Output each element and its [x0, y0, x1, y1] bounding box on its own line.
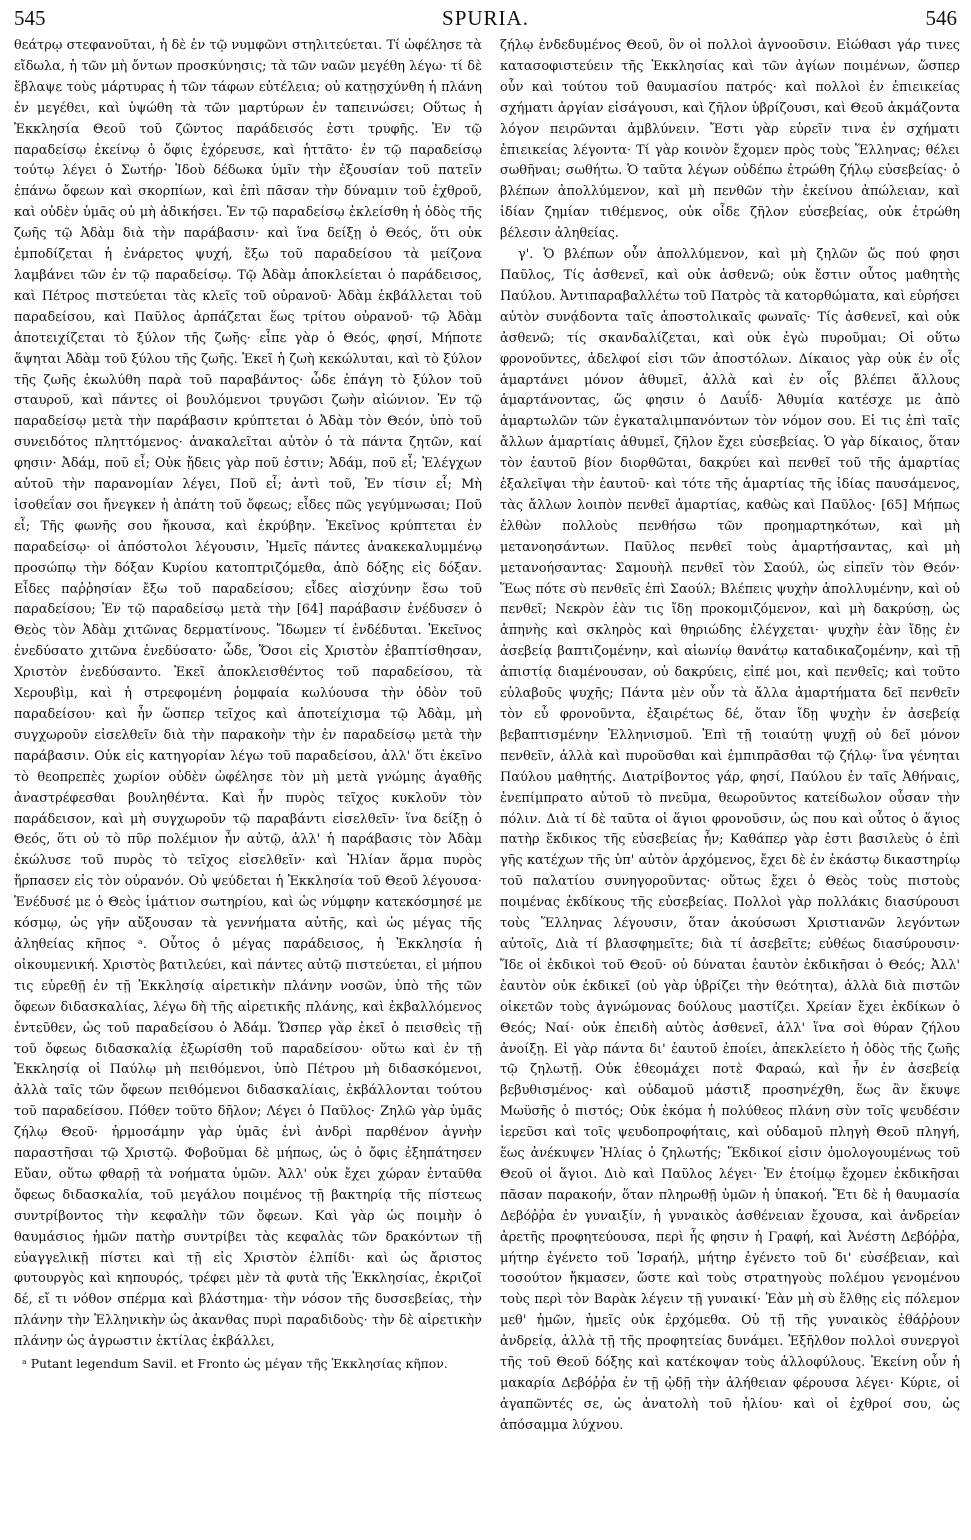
left-paragraph: θεάτρῳ στεφανοῦται, ἡ δὲ ἐν τῷ νυμφῶνι στηλιτεύεται. Τί ὠφέλησε τὰ εἴδωλα, ἡ τῶν μὴ ὄντων προσκύνησις; τὰ τῶν ναῶν μεγέθη λέγω· τί δὲ ἔβλαψε τοὺς μάρτυρας ἡ τῶν τάφων εὐτέλεια; οὐ κατῃσχύνθη ἡ πλάνη ἐν μεγέθει, καὶ ὑψώθη τὰ τῶν μαρτύρων ἐν ταπεινώσει; Οὕτως ἡ Ἐκκλησία Θεοῦ τοῦ ζῶντος παράδεισός ἐστι τρυφῆς. Ἐν τῷ παραδείσῳ ἐκείνῳ ὁ ὄφις ἐχόρευσε, καὶ ἡττᾶτο· ἐν τῷ παραδείσῳ τούτῳ λέγει ὁ Σωτήρ· Ἰδοὺ δέδωκα ὑμῖν τὴν ἐξουσίαν τοῦ πατεῖν ἐπάνω ὄφεων καὶ σκορπίων, καὶ ἐπὶ πᾶσαν τὴν δύναμιν τοῦ ἐχθροῦ, καὶ οὐδὲν ὑμᾶς οὐ μὴ ἀδικήσει. Ἐν τῷ παραδείσῳ ἐκλείσθη ἡ ὁδὸς τῆς ζωῆς τῷ Ἀδὰμ διὰ τὴν παράβασιν· καὶ ἵνα δείξῃ ὁ Θεός, ὅτι οὐκ ἐμποδίζεται ἡ ἐνάρετος ψυχή, ἔξω τοῦ παραδείσου τὰ μείζονα λαμβάνει τῶν ἐν τῷ παραδείσῳ. Τῷ Ἀδὰμ ἀποκλείεται ὁ παράδεισος, καὶ Πέτρος πιστεύεται τὰς κλεῖς τοῦ οὐρανοῦ· Ἀδὰμ ἐκβάλλεται τοῦ παραδείσου, καὶ Παῦλος ἁρπάζεται ἕως τρίτου οὐρανοῦ· τῷ Ἀδὰμ ἀποτειχίζεται τὸ ξύλον τῆς ζωῆς· εἶπε γὰρ ὁ Θεός, φησί, Μήποτε ἅψηται Ἀδὰμ τοῦ ξύλου τῆς ζωῆς. Ἐκεῖ ἡ ζωὴ κεκώλυται, καὶ τὸ ξύλον τῆς ζωῆς ἐκωλύθη παρὰ τοῦ παραβάντος· ὧδε ἐπάγη τὸ ξύλον τοῦ σταυροῦ, καὶ πάντες οἱ βουλόμενοι τρυγῶσι ζωὴν αἰώνιον. Ἐν τῷ παραδείσῳ μετὰ τὴν παράβασιν κρύπτεται ὁ Ἀδὰμ τὸν Θεόν, ὑπὸ τοῦ συνειδότος πληττόμενος· ἀνακαλεῖται αὐτὸν ὁ τὰ πάντα ζητῶν, καί φησιν· Ἀδάμ, ποῦ εἶ; Οὐκ ᾔδεις γὰρ ποῦ ἐστιν; Ἀδάμ, ποῦ εἶ; Ἐλέγχων αὐτοῦ τὴν παρανομίαν λέγει, Ποῦ εἶ; ἀντὶ τοῦ, Ἐν τίσιν εἶ; Μὴ ἰσοθεΐαν σοι ἤνεγκεν ἡ ἀπάτη τοῦ ὄφεως; εἶδες πῶς γεγύμνωσαι; Ποῦ εἶ; Τῆς φωνῆς σου ἤκουσα, καὶ ἐκρύβην. Ἐκεῖνος κρύπτεται ἐν παραδείσῳ· οἱ ἀπόστολοι λέγουσιν, Ἡμεῖς πάντες ἀνακεκαλυμμένῳ προσώπῳ τὴν δόξαν Κυρίου κατοπτριζόμεθα, ἀπὸ δόξης εἰς δόξαν. Εἶδες παῤῥησίαν ἔξω τοῦ παραδείσου; εἶδες αἰσχύνην ἔσω τοῦ παραδείσου; Ἐν τῷ παραδείσῳ μετὰ τὴν [64] παράβασιν ἐνέδυσεν ὁ Θεὸς τὸν Ἀδὰμ χιτῶνας δερματίνους. Ἴδωμεν τί ἐνδέδυται. Ἐκεῖνος ἐνεδύσατο χιτῶνα ἐνεδύσατο· ὧδε, Ὅσοι εἰς Χριστὸν ἐβαπτίσθησαν, Χριστὸν ἐνεδύσαντο. Ἐκεῖ ἀποκλεισθέντος τοῦ παραδείσου, τὰ Χερουβὶμ, καὶ ἡ στρεφομένη ῥομφαία κωλύουσα τὴν ὁδὸν τοῦ παραδείσου· καὶ ἦν ὥσπερ τεῖχος καὶ ἀποτείχισμα τῷ Ἀδὰμ, μὴ συγχωροῦν εἰσελθεῖν διὰ τὴν παρακοὴν τὴν ἐν παραδείσῳ μετὰ τὴν παράβασιν. Οὐκ εἰς κατηγορίαν λέγω τοῦ παραδείσου, ἀλλ' ὅτι ἐκεῖνο τὸ θεοπρεπὲς χωρίον οὐδὲν ὠφέλησε τὸν μὴ μετὰ γνώμης ἀγαθῆς ἀναστρέφεσθαι βουληθέντα. Καὶ ἦν πυρὸς τεῖχος κυκλοῦν τὸν παράδεισον, καὶ μὴ συγχωροῦν τῷ παραβάντι εἰσελθεῖν· ἵνα δείξῃ ὁ Θεός, ὅτι οὐ τὸ πῦρ πολέμιον ἦν αὐτῷ, ἀλλ' ἡ παράβασις τὸν Ἀδὰμ ἐκώλυσε τοῦ πυρὸς τὸ τεῖχος εἰσελθεῖν· καὶ Ἠλίαν ἅρμα πυρὸς ἥρπασεν εἰς τὸν οὐρανόν. Οὐ ψεύδεται ἡ Ἐκκλησία τοῦ Θεοῦ λέγουσα· Ἐνέδυσέ με ὁ Θεὸς ἱμάτιον σωτηρίου, καὶ ὡς νύμφην κατεκόσμησέ με κόσμῳ, ὡς γῆν αὔξουσαν τὰ γεννήματα αὐτῆς, καὶ ὡς μέγας τῆς ἀληθείας κῆπος ᵃ. Οὗτος ὁ μέγας παράδεισος, ἡ Ἐκκλησία ἡ οἰκουμενική. Χριστὸς βατιλεύει, καὶ πάντες αὐτῷ πιστεύεται, εἰ μήπου τις εὑρεθῇ ἐν τῇ Ἐκκλησίᾳ αἱρετικὴν πλάνην νοσῶν, ὑπὸ τῆς τῶν ὄφεων διδασκαλίας, λέγω δὴ τῆς αἱρετικῆς πλάνης, καὶ ἐκβαλλόμενος ἐντεῦθεν, ὡς τοῦ παραδείσου ὁ Ἀδάμ. Ὥσπερ γὰρ ἐκεῖ ὁ πεισθεὶς τῇ τοῦ ὄφεως διδασκαλίᾳ ἐξωρίσθη τοῦ παραδείσου· οὕτω καὶ ἐν τῇ Ἐκκλησίᾳ οἱ Παύλῳ μὴ πειθόμενοι, ὑπὸ Πέτρου μὴ διδασκόμενοι, ἀλλὰ ταῖς τῶν ὄφεων πειθόμενοι διδασκαλίαις, ἐκβάλλονται τούτου τοῦ παραδείσου. Πόθεν τοῦτο δῆλον; Λέγει ὁ Παῦλος· Ζηλῶ γὰρ ὑμᾶς ζήλῳ Θεοῦ· ἡρμοσάμην γὰρ ὑμᾶς ἑνὶ ἀνδρὶ παρθένον ἁγνὴν παραστῆσαι τῷ Χριστῷ. Φοβοῦμαι δὲ μήπως, ὡς ὁ ὄφις ἐξηπάτησεν Εὔαν, οὕτω φθαρῇ τὰ νοήματα ὑμῶν. Ἀλλ' οὐκ ἔχει χώραν ἐνταῦθα ὄφεως διδασκαλία, τοῦ μεγάλου ποιμένος τῇ βακτηρίᾳ τῆς πίστεως συντρίβοντος τὴν κεφαλὴν τῶν ὄφεων. Καὶ γὰρ ὡς ποιμὴν ὁ θαυμάσιος ἡμῶν πατὴρ συντρίβει τὰς κεφαλὰς τῶν δρακόντων τῇ εὐαγγελικῇ πίστει καὶ τῇ εἰς Χριστὸν ἐλπίδι· καὶ ὡς ἄριστος φυτουργὸς καὶ κηπουρός, τρέφει μὲν τὰ φυτὰ τῆς Ἐκκλησίας, ἐκριζοῖ δέ, εἴ τι νόθον σπέρμα καὶ βλάστημα· τὴν νόσον τῆς δυσσεβείας, τὴν πλάνην τὴν Ἑλληνικὴν ὡς ἀκανθας πυρὶ παραδιδοὺς· τὴν δὲ αἱρετικὴν πλάνην ὡς ἀγρωστιν ἐκτίλας ἐκβάλλει,	[14, 38, 482, 1350]
right-paragraph: ζήλῳ ἐνδεδυμένος Θεοῦ, ὃν οἱ πολλοὶ ἀγνοοῦσιν. Εἰώθασι γάρ τινες κατασοφιστεύειν τῆς Ἐκκλησίας καὶ τῶν ἀγίων ποιμένων, ὥσπερ οὖν καὶ τούτου τοῦ θαυμασίου πατρός· καὶ πολλοὶ ἐν ἐπιεικείας σχήματι ἀργίαν εἰσάγουσι, καὶ ζῆλον ὑβρίζουσι, καὶ Θεοῦ ἀκμάζοντα λόγον πειρῶνται ἀμβλύνειν. Ἔστι γὰρ εὑρεῖν τινα ἐν σχήματι ἐπιεικείας λέγοντα· Τί γὰρ κοινὸν ἔχομεν πρὸς τοὺς Ἕλληνας; θέλει σωθῆναι; σωθήτω. Ὁ ταῦτα λέγων οὐδέπω ἐτρώθη ζήλῳ εὐσεβείας· ὁ βλέπων ἀπολλύμενον, καὶ μὴ πενθῶν τὴν ἐκείνου ἀπώλειαν, καὶ ἰδίαν ζημίαν τιθέμενος, οὐκ οἶδε ζῆλον εὐσεβείας, οὐκ ἐτρώθη βέλεσιν ἀληθείας.	[500, 38, 960, 242]
page-number-left: 545	[14, 6, 46, 30]
footnote: ᵃ Putant legendum Savil. et Fronto ὡς μέγαν τῆς Ἐκκλησίας κῆπον.	[22, 1356, 448, 1372]
right-paragraph: γ'. Ὁ βλέπων οὖν ἀπολλύμενον, καὶ μὴ ζηλῶν ὥς πού φησι Παῦλος, Τίς ἀσθενεῖ, καὶ οὐκ ἀσθενῶ; οὐκ ἔστιν οὗτος μαθητὴς Παύλου. Ἀντιπαραβαλλέτω τοῦ Πατρὸς τὰ κατορθώματα, καὶ εὑρήσει αὐτὸν συνᾴδοντα ταῖς ἀποστολικαῖς φωναῖς· Τίς ἀσθενεῖ, καὶ οὐκ ἀσθενῶ; τίς σκανδαλίζεται, καὶ οὐκ ἐγὼ πυροῦμαι; Οἱ οὕτω φρονοῦντες, ἀδελφοί εἰσι τῶν ἀποστόλων. Δίκαιος γὰρ οὐκ ἐν οἷς ἁμαρτάνει μόνον ἀθυμεῖ, ἀλλὰ καὶ ἐν οἷς βλέπει ἄλλους ἁμαρτάνοντας, ὥς φησιν ὁ Δαυΐδ· Ἀθυμία κατέσχε με ἀπὸ ἁμαρτωλῶν τῶν ἐγκαταλιμπανόντων τὸν νόμον σου. Εἰ τις ἐπὶ ταῖς ἄλλων ἁμαρτίαις ἀθυμεῖ, ζῆλον ἔχει εὐσεβείας. Ὁ γὰρ δίκαιος, ὅταν τὸν ἑαυτοῦ βίον διορθῶται, δακρύει καὶ πενθεῖ τοῦ τῆς ἁμαρτίας ἐξαλεῖψαι τὴν ἑαυτοῦ· καὶ τότε τῆς ἁμαρτίας τῆς ἰδίας παυσάμενος, τὰς ἄλλων λοιπὸν πενθεῖ ἁμαρτίας, καθὼς καὶ Παῦλος· [65] Μήπως ἐλθὼν πολλοὺς πενθήσω τῶν προημαρτηκότων, καὶ μὴ μετανοησάντων. Παῦλος πενθεῖ τοὺς ἁμαρτήσαντας, καὶ μὴ μετανοήσαντας· Σαμουὴλ πενθεῖ τὸν Σαούλ, ὡς εἰπεῖν τὸν Θεόν· Ἕως πότε σὺ πενθεῖς ἐπὶ Σαούλ; Βλέπεις ψυχὴν ἀπολλυμένην, καὶ οὐ πενθεῖ; Νεκρὸν ἐὰν τις ἴδῃ προκομιζόμενον, καὶ μὴ δακρύσῃ, ὡς ἀπηνὴς καὶ σκληρὸς καὶ θηριώδης ἐλέγχεται· ψυχὴν ἐὰν ἴδῃς ἐν ἀσεβείᾳ βαπτιζομένην, καὶ αἰωνίῳ θανάτῳ καταδικαζομένην, καὶ τῇ ἀπιστίᾳ διαμένουσαν, οὐ δακρύεις, εἰπέ μοι, καὶ πενθεῖς; καὶ τοῦτο εὐλαβοῦς ψυχῆς; Πάντα μὲν οὖν τὰ ἄλλα ἁμαρτήματα δεῖ πενθεῖν τὸν εὖ φρονοῦντα, ἐξαιρέτως δέ, ὅταν ἴδῃ ψυχὴν ἐν ἀσεβείᾳ βεβαπτισμένην Ἑλληνισμοῦ. Ἐπὶ τῇ τοιαύτῃ ψυχῇ οὐ δεῖ μόνον πενθεῖν, ἀλλὰ καὶ πυροῦσθαι καὶ ἐμπιπρᾶσθαι τῷ ζήλῳ· ἵνα γένηται Παύλου μαθητής. Διατρίβοντος γάρ, φησί, Παύλου ἐν ταῖς Ἀθήναις, ἐνεπίμπρατο αὐτοῦ τὸ πνεῦμα, θεωροῦντος κατείδωλον οὖσαν τὴν πόλιν. Διὰ τί δὲ ταῦτα οἱ ἅγιοι φρονοῦσιν, ὡς που καὶ οὗτος ὁ ἅγιος πατὴρ ἔκδικος τῆς εὐσεβείας ἦν; Καθάπερ γὰρ ἐστι βασιλεὺς ὁ ἐπὶ γῆς κατέχων τῆς ὑπ' αὐτὸν ἀρχόμενος, ἔχει δὲ ἐν ἑκάστῳ δικαστηρίῳ τοῦ παλατίου συνηγοροῦντας· οὕτως ἔχει ὁ Θεὸς τοὺς πιστοὺς ποιμένας ἐκδίκους τῆς εὐσεβείας. Πολλοὶ γὰρ πολλάκις διασύρουσι τοὺς Ἕλληνας λέγουσιν, ὅταν ἀκούσωσι Χριστιανῶν λεγόντων αὐτοῖς, Διὰ τί βλασφημεῖτε; διὰ τί ἀσεβεῖτε; εὐθέως διασύρουσιν· Ἴδε οἱ ἐκδικοὶ τοῦ Θεοῦ· οὐ δύναται ἑαυτὸν ἐκδικῆσαι ὁ Θεός; Ἀλλ' ἑαυτὸν οὐκ ἐκδικεῖ (οὐ γὰρ ὑβρίζει τὴν θεότητα), ἀλλὰ διὰ πιστῶν οἰκετῶν τοὺς ἀγνώμονας δούλους μαστίζει. Χρείαν ἔχει ἐκδίκων ὁ Θεός; Ναί· οὐκ ἐπειδὴ αὐτὸς ἀσθενεῖ, ἀλλ' ἵνα σοὶ θύραν ζήλου ἀνοίξῃ. Εἰ γὰρ πάντα δι' ἑαυτοῦ ἐποίει, ἀπεκλείετο ἡ ὁδὸς τῆς ζωῆς τῷ ζηλωτῇ. Οὐκ ἐθεομάχει ποτὲ Φαραώ, καὶ ἦν ἐν ἀσεβείᾳ βεβυθισμένος· καὶ οὐδαμοῦ μάστιξ προσηνέχθη, ἕως ἂν ἔκυψε Μωϋσῆς ὁ πιστός; Οὐκ ἐκόμα ἡ πολύθεος πλάνη σὺν τοῖς ψευδέσιν ἱερεῦσι καὶ τοῖς ψευδοπροφήταις, καὶ οὐδαμοῦ πληγὴ Θεοῦ πληγή, ἕως ἀνέκυψεν Ἠλίας ὁ ζηλωτής; Ἔκδικοί εἰσιν ὁμολογουμένως τοῦ Θεοῦ οἱ ἅγιοι. Διὸ καὶ Παῦλος λέγει· Ἐν ἑτοίμῳ ἔχομεν ἐκδικῆσαι πᾶσαν παρακοήν, ὅταν πληρωθῇ ὑμῶν ἡ ὑπακοή. Ἔτι δὲ ἡ θαυμασία Δεβόῤῥα ἐν γυναιξίν, ἡ γυναικὸς ἀσθένειαν ἔχουσα, καὶ ἀνδρείαν ἀρετῆς προφητεύουσα, περὶ ἧς φησιν ἡ Γραφή, καὶ Ἀνέστη Δεβόῤῥα, μήτηρ ἐγένετο τοῦ Ἰσραήλ, μήτηρ ἐγένετο τοῦ δι' εὐσέβειαν, καὶ τοσούτον ἤκμασεν, ὥστε καὶ τοὺς στρατηγοὺς πολέμου γενομένου τοὺς περὶ τὸν Βαρὰκ λέγειν τῇ γυναικί· Ἐὰν μὴ σὺ ἔλθῃς εἰς πόλεμον μεθ' ἡμῶν, ἡμεῖς οὐκ ἐρχόμεθα. Οὐ τῇ τῆς γυναικὸς ἐθάῤῥουν ἀνδρείᾳ, ἀλλὰ τῇ τῆς προφητείας δυνάμει. Ἐξῆλθον πολλοὶ συνεργοὶ τῆς τοῦ Θεοῦ δόξης καὶ κατέκοψαν τοὺς ἀλλοφύλους. Ἐκείνη οὖν ἡ μακαρία Δεβόῤῥα ἐν τῇ ᾠδῇ τὴν ἀλήθειαν φέρουσα λέγει· Κύριε, οἱ ἀγαπῶντές σε, ὡς ἀνατολὴ τοῦ ἡλίου· καὶ οἱ ἐχθροί σου, ὡς ἀπόσαμμα λύχνου.	[500, 247, 960, 1433]
page-number-right: 546	[925, 6, 957, 30]
running-title: SPURIA.	[442, 6, 529, 30]
running-header	[14, 6, 957, 34]
right-column	[500, 36, 960, 1437]
left-column	[14, 36, 482, 1373]
